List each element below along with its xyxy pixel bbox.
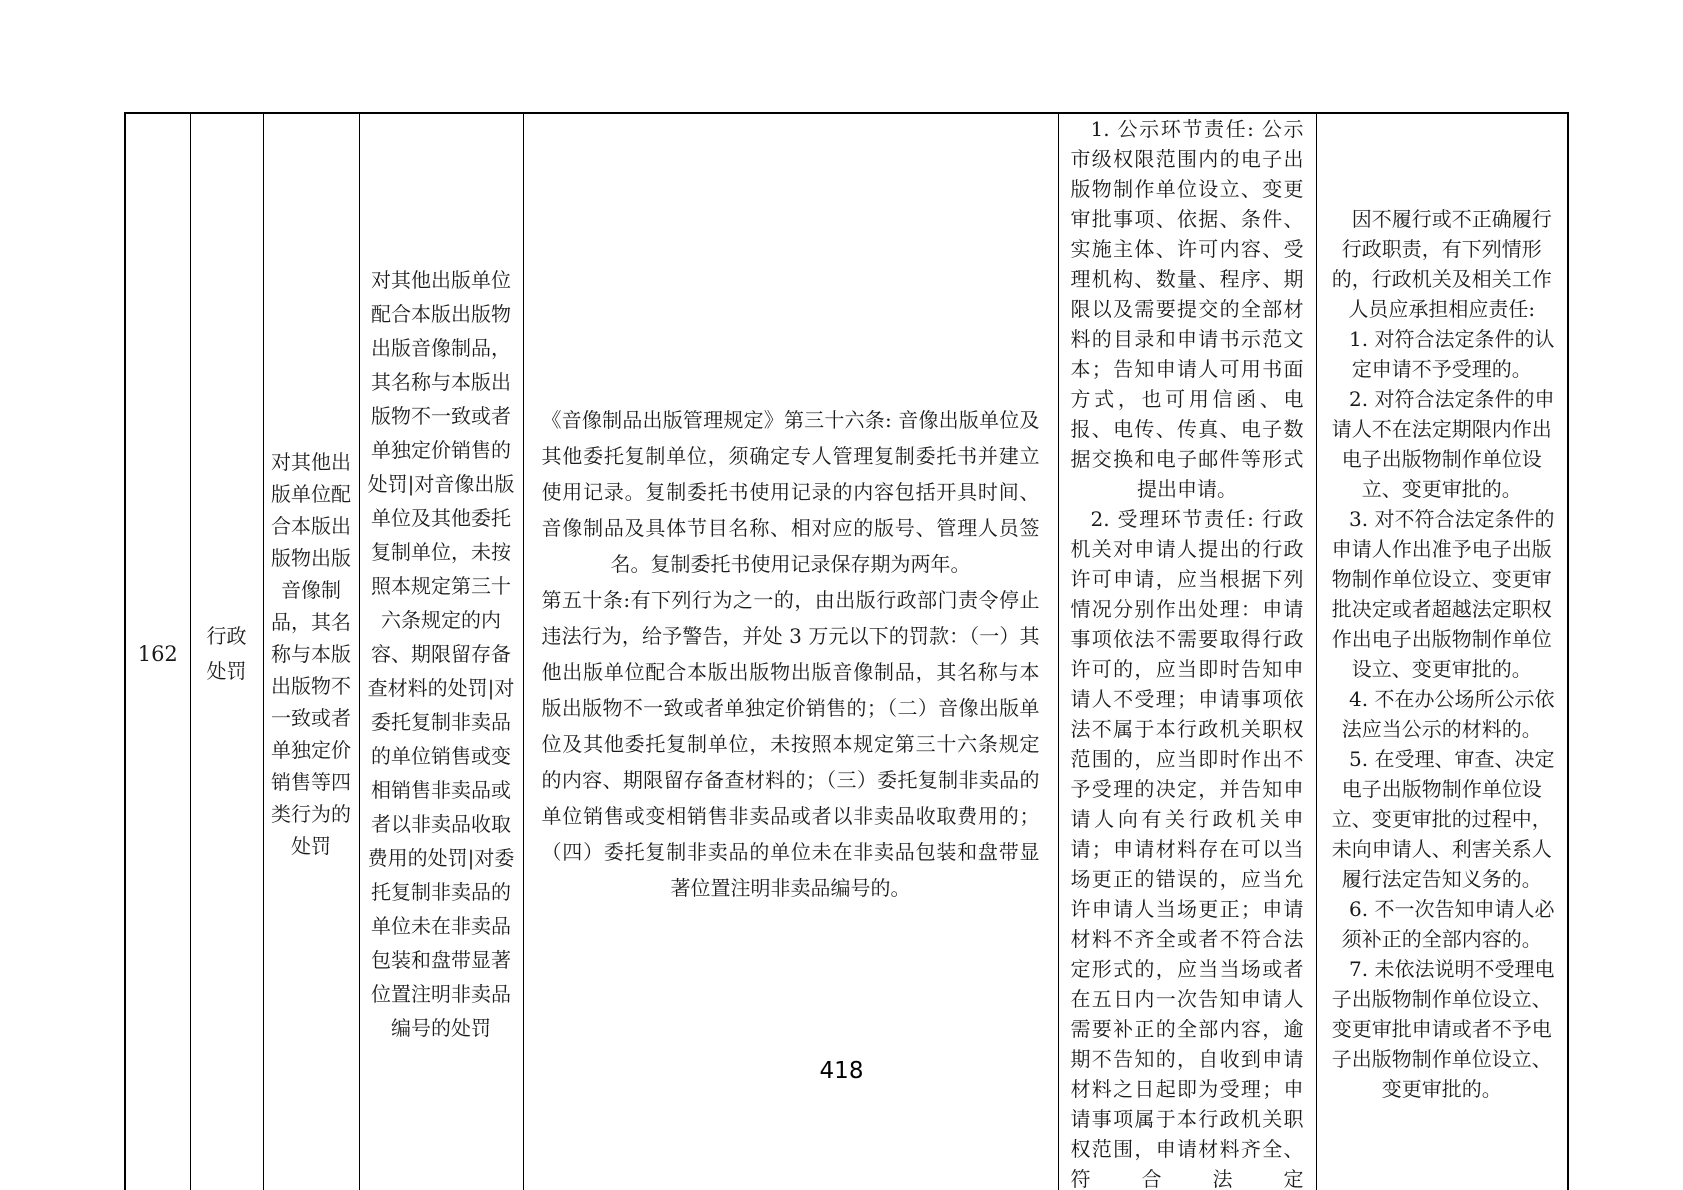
accountability-item: 3. 对不符合法定条件的申请人作出准予电子出版物制作单位设立、变更审批决定或者超越法定职权作出电子出版物制作单位设立、变更审批的。 [1331,507,1555,681]
accountability-item: 1. 对符合法定条件的认定申请不予受理的。 [1349,327,1555,381]
cell-accountability [1316,113,1568,1190]
legal-basis-paragraph: 《音像制品出版管理规定》第三十六条: 音像出版单位及其他委托复制单位，须确定专人管理复制委托书并建立使用记录。复制委托书使用记录的内容包括开具时间、音像制品及具体节目名称、相对应的版号、管理人员签名。复制委托书使用记录保存期为两年。 [541,408,1040,576]
accountability-item: 4. 不在办公场所公示依法应当公示的材料的。 [1341,687,1555,741]
cell-seq-number: 162 [125,113,190,1190]
table-row [125,113,1568,1190]
accountability-item: 6. 不一次告知申请人必须补正的全部内容的。 [1341,897,1555,951]
responsibility-paragraph: 1. 公示环节责任: 公示市级权限范围内的电子出版物制作单位设立、变更审批事项、依据、条件、实施主体、许可内容、受理机构、数量、程序、期限以及需要提交的全部材料的目录和申请书示范文本；告知申请人可用书面方式，也可用信函、电报、电传、传真、电子数据交换和电子邮件等形式提出申请。 [1070,117,1304,501]
cell-responsibilities [1058,113,1316,1190]
accountability-item: 7. 未依法说明不受理电子出版物制作单位设立、变更审批申请或者不予电子出版物制作单位设立、变更审批的。 [1331,957,1555,1101]
cell-power-name: 对其他出版单位配合本版出版物出版音像制品，其名称与本版出版物不一致或者单独定价销售等四类行为的处罚 [263,113,359,1190]
responsibility-paragraph: 2. 受理环节责任: 行政机关对申请人提出的行政许可申请，应当根据下列情况分别作出处理：申请事项依法不需要取得行政许可的，应当即时告知申请人不受理；申请事项依法不属于本行政机关职权范围的，应当即时作出不予受理的决定，并告知申请人向有关行政机关申请；申请材料存在可以当场更正的错误的，应当允许申请人当场更正；申请材料不齐全或者不符合法定形式的，应当当场或者在五日内一次告知申请人需要补正的全部内容，逾期不告知的，自收到申请材料之日起即为受理；申请事项属于本行政机关职权范围，申请材料齐全、符合法定 [1070,507,1304,1190]
cell-legal-basis [523,113,1058,1190]
accountability-intro: 因不履行或不正确履行行政职责，有下列情形的，行政机关及相关工作人员应承担相应责任: [1331,207,1552,321]
accountability-item: 2. 对符合法定条件的申请人不在法定期限内作出电子出版物制作单位设立、变更审批的。 [1331,387,1555,501]
page-number: 418 [819,1058,864,1084]
cell-sub-powers: 对其他出版单位配合本版出版物出版音像制品，其名称与本版出版物不一致或者单独定价销售的处罚|对音像出版单位及其他委托复制单位，未按照本规定第三十六条规定的内容、期限留存备查材料的处罚|对委托复制非卖品的单位销售或变相销售非卖品或者以非卖品收取费用的处罚|对委托复制非卖品的单位未在非卖品包装和盘带显著位置注明非卖品编号的处罚 [359,113,523,1190]
cell-power-type: 行政处罚 [190,113,263,1190]
legal-basis-paragraph: 第五十条:有下列行为之一的，由出版行政部门责令停止违法行为，给予警告，并处 3 万元以下的罚款：（一）其他出版单位配合本版出版物出版音像制品，其名称与本版出版物不一致或者单独定价销售的；（二）音像出版单位及其他委托复制单位，未按照本规定第三十六条规定的内容、期限留存备查材料的；（三）委托复制非卖品的单位销售或变相销售非卖品或者以非卖品收取费用的；（四）委托复制非卖品的单位未在非卖品包装和盘带显著位置注明非卖品编号的。 [541,588,1040,900]
accountability-item: 5. 在受理、审查、决定电子出版物制作单位设立、变更审批的过程中，未向申请人、利害关系人履行法定告知义务的。 [1331,747,1555,891]
power-list-table [124,112,1569,1190]
